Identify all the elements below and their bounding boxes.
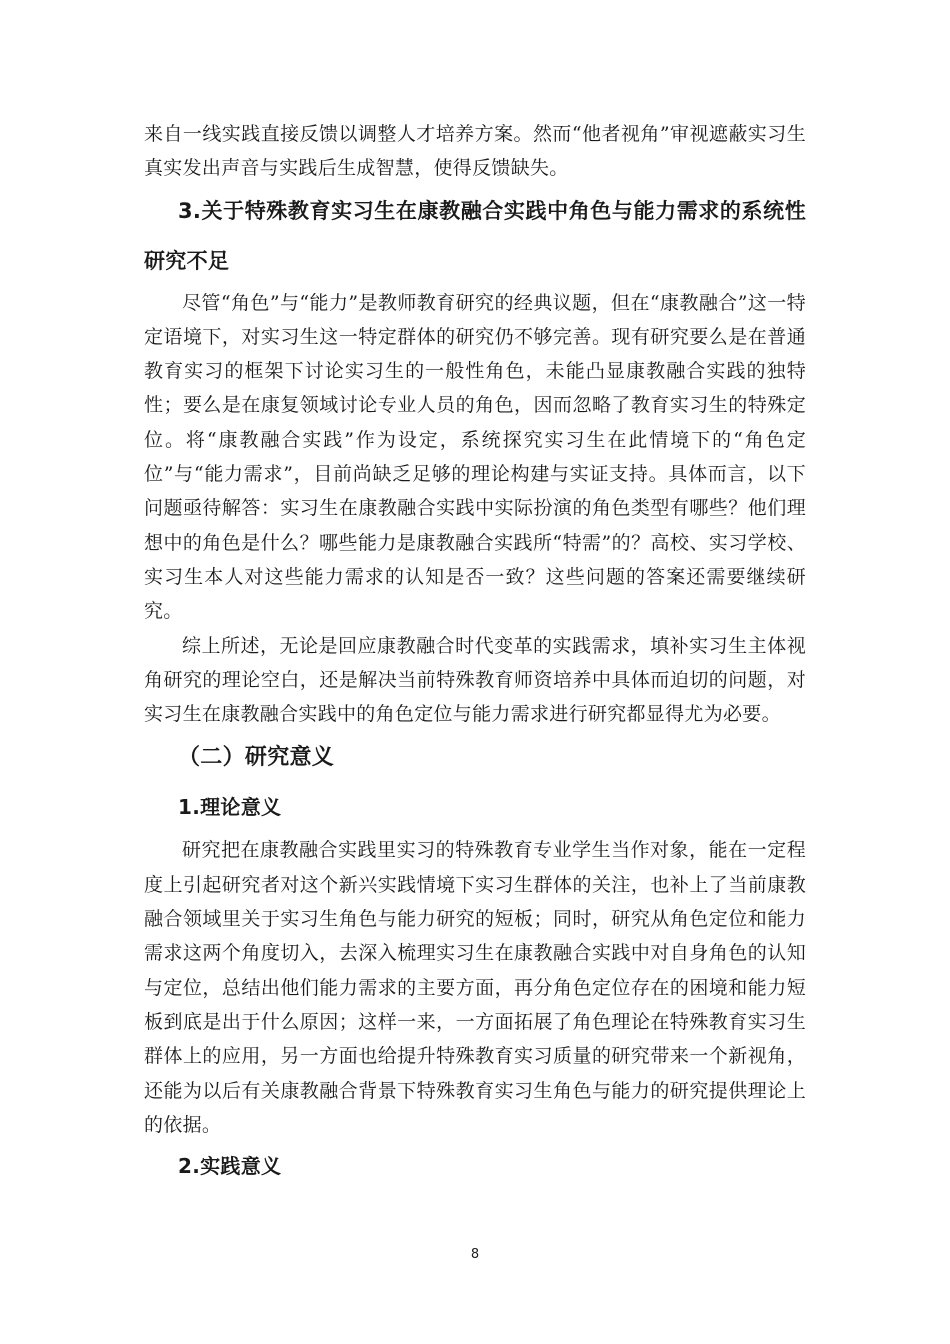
paragraph-theory: 研究把在康教融合实践里实习的特殊教育专业学生当作对象，能在一定程度上引起研究者对这个新兴实践情境下实习生群体的关注，也补上了当前康教融合领域里关于实习生角色与能力研究的短板；同时，研究从角色定位和能力需求这两个角度切入，去深入梳理实习生在康教融合实践中对自身角色的认知与定位，总结出他们能力需求的主要方面，再分角色定位存在的困境和能力短板到底是出于什么原因；这样一来，一方面拓展了角色理论在特殊教育实习生群体上的应用，另一方面也给提升特殊教育实习质量的研究带来一个新视角，还能为以后有关康教融合背景下特殊教育实习生角色与能力的研究提供理论上的依据。 [144, 839, 806, 1136]
heading-research-significance: （二）研究意义 [178, 745, 335, 771]
heading-point-3: 3.关于特殊教育实习生在康教融合实践中角色与能力需求的系统性研究不足 [144, 198, 806, 273]
heading-theoretical-significance: 1.理论意义 [178, 795, 282, 820]
paragraph-roles: 尽管“角色”与“能力”是教师教育研究的经典议题，但在“康教融合”这一特定语境下，对实习生这一特定群体的研究仍不够完善。现有研究要么是在普通教育实习的框架下讨论实习生的一般性角色，未能凸显康教融合实践的独特性；要么是在康复领域讨论专业人员的角色，因而忽略了教育实习生的特殊定位。将“康教融合实践”作为设定，系统探究实习生在此情境下的“角色定位”与“能力需求”，目前尚缺乏足够的理论构建与实证支持。具体而言，以下问题亟待解答：实习生在康教融合实践中实际扮演的角色类型有哪些？他们理想中的角色是什么？哪些能力是康教融合实践所“特需”的？高校、实习学校、实习生本人对这些能力需求的认知是否一致？这些问题的答案还需要继续研究。 [144, 291, 806, 623]
page-content [144, 117, 806, 1192]
heading-practical-significance: 2.实践意义 [178, 1154, 282, 1179]
paragraph-continued: 来自一线实践直接反馈以调整人才培养方案。然而“他者视角”审视遮蔽实习生真实发出声音与实践后生成智慧，使得反馈缺失。 [144, 123, 806, 180]
paragraph-summary: 综上所述，无论是回应康教融合时代变革的实践需求，填补实习生主体视角研究的理论空白，还是解决当前特殊教育师资培养中具体而迫切的问题，对实习生在康教融合实践中的角色定位与能力需求进行研究都显得尤为必要。 [144, 634, 806, 726]
page-number: 8 [470, 1247, 480, 1262]
